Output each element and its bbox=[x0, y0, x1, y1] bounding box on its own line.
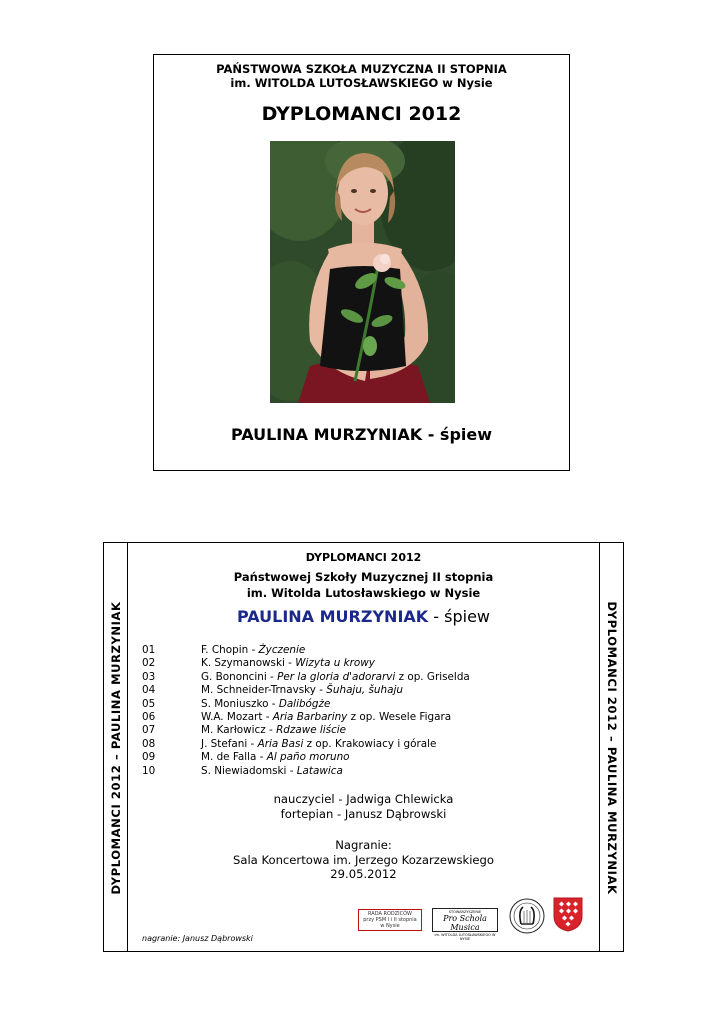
track-row bbox=[142, 684, 562, 697]
track-composer: G. Bononcini - bbox=[201, 670, 278, 683]
recording-label: Nagranie: bbox=[335, 838, 392, 852]
track-extra: z op. Krakowiacy i górale bbox=[303, 737, 437, 750]
cd-back-insert bbox=[103, 542, 624, 952]
right-spine bbox=[599, 543, 623, 951]
pro-small-bottom: im. WITOLDA LUTOSŁAWSKIEGO W NYSIE bbox=[434, 933, 496, 941]
left-spine bbox=[104, 543, 128, 951]
insert-artist-name: PAULINA MURZYNIAK bbox=[237, 607, 429, 626]
cd-cover bbox=[153, 54, 570, 471]
track-piece: Życzenie bbox=[258, 644, 306, 656]
city-crest-icon bbox=[552, 896, 584, 932]
track-composer: S. Niewiadomski - bbox=[201, 764, 297, 777]
rada-line1: RADA RODZICÓW bbox=[368, 911, 412, 917]
track-number: 10 bbox=[142, 764, 156, 777]
track-piece: Šuhaju, šuhaju bbox=[326, 684, 403, 697]
pro-big: Pro Schola Musica bbox=[443, 914, 487, 932]
cover-title: DYPLOMANCI 2012 bbox=[261, 103, 462, 125]
right-spine-text: DYPLOMANCI 2012 – PAULINA MURZYNIAK bbox=[605, 601, 619, 895]
lyre-emblem-icon bbox=[508, 897, 546, 935]
track-number: 08 bbox=[142, 737, 156, 750]
recording-engineer-credit: nagranie: Janusz Dąbrowski bbox=[142, 934, 253, 943]
rada-line3: w Nysie bbox=[380, 923, 400, 929]
insert-artist-line bbox=[128, 607, 599, 626]
track-piece: Rdzawe liście bbox=[276, 724, 347, 737]
track-extra: z op. Griselda bbox=[395, 670, 470, 683]
insert-header: DYPLOMANCI 2012 bbox=[305, 551, 422, 564]
track-number: 02 bbox=[142, 657, 156, 670]
track-row bbox=[142, 765, 562, 778]
track-piece: Per la gloria d'adorarvi bbox=[277, 670, 396, 683]
teacher-credit: nauczyciel - Jadwiga Chlewicka bbox=[273, 792, 454, 806]
track-piece: Aria Barbariny bbox=[272, 710, 348, 723]
left-spine-text: DYPLOMANCI 2012 – PAULINA MURZYNIAK bbox=[109, 601, 123, 895]
track-composer: W.A. Mozart - bbox=[201, 710, 273, 723]
cover-school-line2: im. WITOLDA LUTOSŁAWSKIEGO w Nysie bbox=[230, 76, 493, 90]
cover-school-line1: PAŃSTWOWA SZKOŁA MUZYCZNA II STOPNIA bbox=[216, 62, 507, 76]
track-composer: F. Chopin - bbox=[201, 644, 259, 656]
track-row bbox=[142, 711, 562, 724]
track-number: 04 bbox=[142, 684, 156, 697]
track-number: 01 bbox=[142, 644, 156, 656]
rada-line2: przy PSM I i II stopnia bbox=[363, 917, 417, 923]
track-composer: M. de Falla - bbox=[201, 751, 267, 764]
track-piece: Al paño moruno bbox=[266, 751, 350, 764]
track-composer: J. Stefani - bbox=[201, 737, 258, 750]
portrait-photo bbox=[270, 141, 455, 403]
track-row bbox=[142, 724, 562, 737]
cover-artist-name: PAULINA MURZYNIAK - śpiew bbox=[230, 425, 493, 444]
track-row bbox=[142, 738, 562, 751]
track-row bbox=[142, 657, 562, 670]
track-row bbox=[142, 751, 562, 764]
track-composer: K. Szymanowski - bbox=[201, 657, 296, 670]
track-number: 09 bbox=[142, 751, 156, 764]
track-piece: Latawica bbox=[296, 764, 343, 777]
track-composer: S. Moniuszko - bbox=[201, 697, 279, 710]
recording-place: Sala Koncertowa im. Jerzego Kozarzewskiego bbox=[232, 853, 495, 867]
recording-date: 29.05.2012 bbox=[330, 867, 397, 881]
insert-school-line2: im. Witolda Lutosławskiego w Nysie bbox=[246, 586, 481, 600]
pianist-credit: fortepian - Janusz Dąbrowski bbox=[280, 807, 447, 821]
track-number: 06 bbox=[142, 710, 156, 723]
track-number: 03 bbox=[142, 670, 156, 683]
insert-school-line1: Państwowej Szkoły Muzycznej II stopnia bbox=[233, 570, 494, 584]
track-piece: Dalibógże bbox=[278, 697, 331, 710]
parents-council-logo bbox=[358, 909, 422, 931]
track-composer: M. Schneider-Trnavsky - bbox=[201, 684, 327, 697]
track-row bbox=[142, 698, 562, 711]
track-piece: Wizyta u krowy bbox=[295, 657, 375, 670]
track-number: 07 bbox=[142, 724, 156, 737]
track-row bbox=[142, 671, 562, 684]
pro-schola-musica-logo bbox=[432, 908, 498, 941]
insert-content bbox=[128, 543, 599, 951]
track-piece: Aria Basi bbox=[257, 737, 304, 750]
track-row bbox=[142, 644, 562, 657]
pro-small-top: STOWARZYSZENIE bbox=[448, 910, 482, 914]
track-composer: M. Karłowicz - bbox=[201, 724, 277, 737]
track-number: 05 bbox=[142, 697, 156, 710]
track-extra: z op. Wesele Figara bbox=[347, 710, 452, 723]
insert-artist-suffix: - śpiew bbox=[428, 607, 490, 626]
track-list bbox=[142, 644, 562, 778]
